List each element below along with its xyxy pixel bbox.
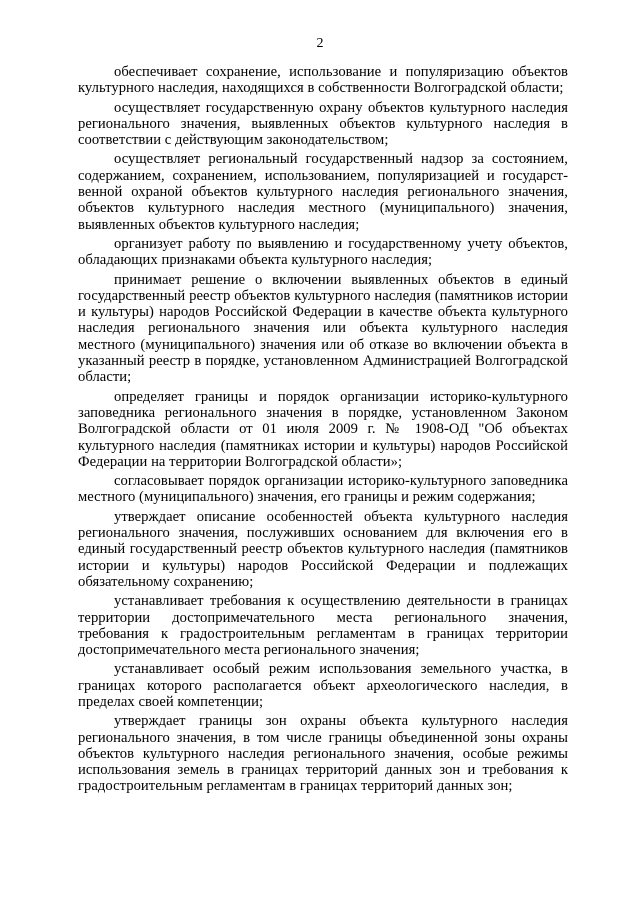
paragraph-4: организует работу по выявлению и государственному учету объектов, обладающих признаками объекта культурного наследия;	[78, 235, 568, 269]
paragraph-7: согласовывает порядок организации историко-культурного заповедника местного (муниципального) значения, его границы и режим содержания;	[78, 473, 568, 506]
document-body	[78, 64, 568, 798]
paragraph-10: устанавливает особый режим использования земельного участка, в границах которого располагается объект археологического наследия, в пределах своей компетенции;	[78, 661, 568, 710]
paragraph-1: обеспечивает сохранение, использование и популяризацию объектов культурного наследия, находящихся в собственности Волгоградской области;	[78, 64, 568, 97]
paragraph-11: утверждает границы зон охраны объекта культурного наследия регионального значения, в том числе границы объединенной зоны охраны объектов культурного наследия регионального значения, особые режимы использования земель в границах территорий данных зон и требования к градостроительным регламентам в границах территорий данных зон;	[78, 713, 568, 795]
page-number: 2	[316, 36, 324, 51]
paragraph-5: принимает решение о включении выявленных объектов в единый государственный реестр объектов культурного наследия (памятников истории и культуры) народов Российской Федерации в качестве объекта культурного наследия регионального значения или объекта культурного наследия местного (муниципального) значения или об отказе во включении объекта в указанный реестр в порядке, установленном Администрацией Волгоградской области;	[78, 271, 568, 386]
paragraph-8: утверждает описание особенностей объекта культурного наследия регионального значения, послуживших основанием для включения его в единый государственный реестр объектов культурного наследия (памятников истории и культуры) народов Российской Федерации и подлежащих обязательному сохранению;	[78, 508, 568, 590]
paragraph-3: осуществляет региональный государственный надзор за состоянием, содержанием, сохранением, использованием, популяризацией и государст-венной охраной объектов культурного наследия регионального значения, объектов культурного наследия местного (муниципального) значения, выявленных объектов культурного наследия;	[78, 151, 568, 233]
paragraph-6: определяет границы и порядок организации историко-культурного заповедника регионального значения в порядке, установленном Законом Волгоградской области от 01 июля 2009 г. № 1908-ОД "Об объектах культурного наследия (памятниках истории и культуры) народов Российской Федерации на территории Волгоградской области»;	[78, 388, 568, 470]
paragraph-2: осуществляет государственную охрану объектов культурного наследия регионального значения, выявленных объектов культурного наследия в соответствии с действующим законодательством;	[78, 99, 568, 149]
paragraph-9: устанавливает требования к осуществлению деятельности в границах территории достопримечательного места регионального значения, требования к градостроительным регламентам в границах территории достопримечательного места регионального значения;	[78, 593, 568, 659]
